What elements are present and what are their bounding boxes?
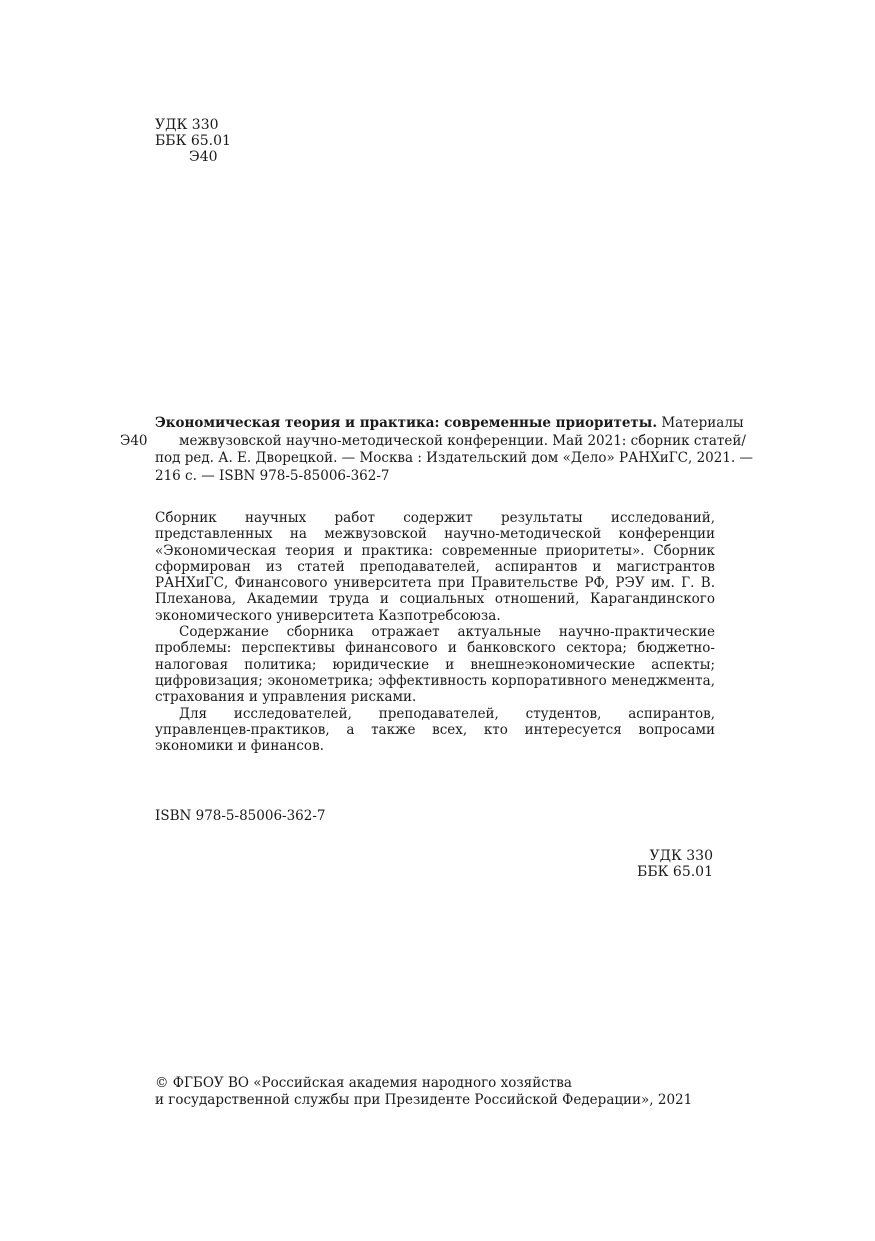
bbk-code-bottom: ББК 65.01: [637, 864, 713, 880]
copyright-line-2: и государственной службы при Президенте Российской Федерации», 2021: [155, 1092, 693, 1108]
annotation-paragraph-2: Содержание сборника отражает актуальные научно-практические проблемы: перспективы финансового и банковского сектора; бюджетно-налоговая политика; юридические и внешнеэкономические аспекты; цифровизация; эконометрика; эффективность корпоративного менеджмента, страхования и управления рисками.: [155, 624, 715, 706]
copyright-line-1: © ФГБОУ ВО «Российская академия народного хозяйства: [155, 1075, 572, 1091]
author-sign: Э40: [189, 149, 218, 165]
isbn: ISBN 978-5-85006-362-7: [155, 808, 326, 824]
udk-code-bottom: УДК 330: [649, 848, 713, 864]
copyright-notice: [155, 1075, 755, 1109]
annotation-paragraph-3: Для исследователей, преподавателей, студентов, аспирантов, управленцев-практиков, а также всех, кто интересуется вопросами экономики и финансов.: [155, 705, 715, 755]
biblio-line-2: межвузовской научно-методической конференции. Май 2021: сборник статей/: [179, 432, 746, 449]
biblio-line-3: под ред. А. Е. Дворецкой. — Москва : Издательский дом «Дело» РАНХиГС, 2021. —: [155, 450, 754, 466]
annotation-paragraph-1: Сборник научных работ содержит результаты исследований, представленных на межвузовской научно-методической конференции «Экономическая теория и практика: современные приоритеты». Сборник сформирован из статей преподавателей, аспирантов и магистрантов РАНХиГС, Финансового университета при Правительстве РФ, РЭУ им. Г. В. Плеханова, Академии труда и социальных отношений, Карагандинского экономического университета Казпотребсоюза.: [155, 510, 715, 624]
book-title: Экономическая теория и практика: современные приоритеты.: [155, 415, 658, 431]
biblio-line-4: 216 с. — ISBN 978-5-85006-362-7: [155, 467, 390, 484]
margin-author-sign: Э40: [120, 433, 148, 449]
bibliographic-record: [155, 415, 754, 485]
bbk-code: ББК 65.01: [155, 133, 231, 149]
classification-block-bottom: [637, 848, 713, 880]
biblio-line-1-rest: Материалы: [657, 415, 744, 431]
annotation: [155, 510, 715, 754]
udk-code: УДК 330: [155, 117, 219, 133]
classification-block-top: [155, 117, 231, 165]
biblio-line-1: [155, 415, 744, 433]
